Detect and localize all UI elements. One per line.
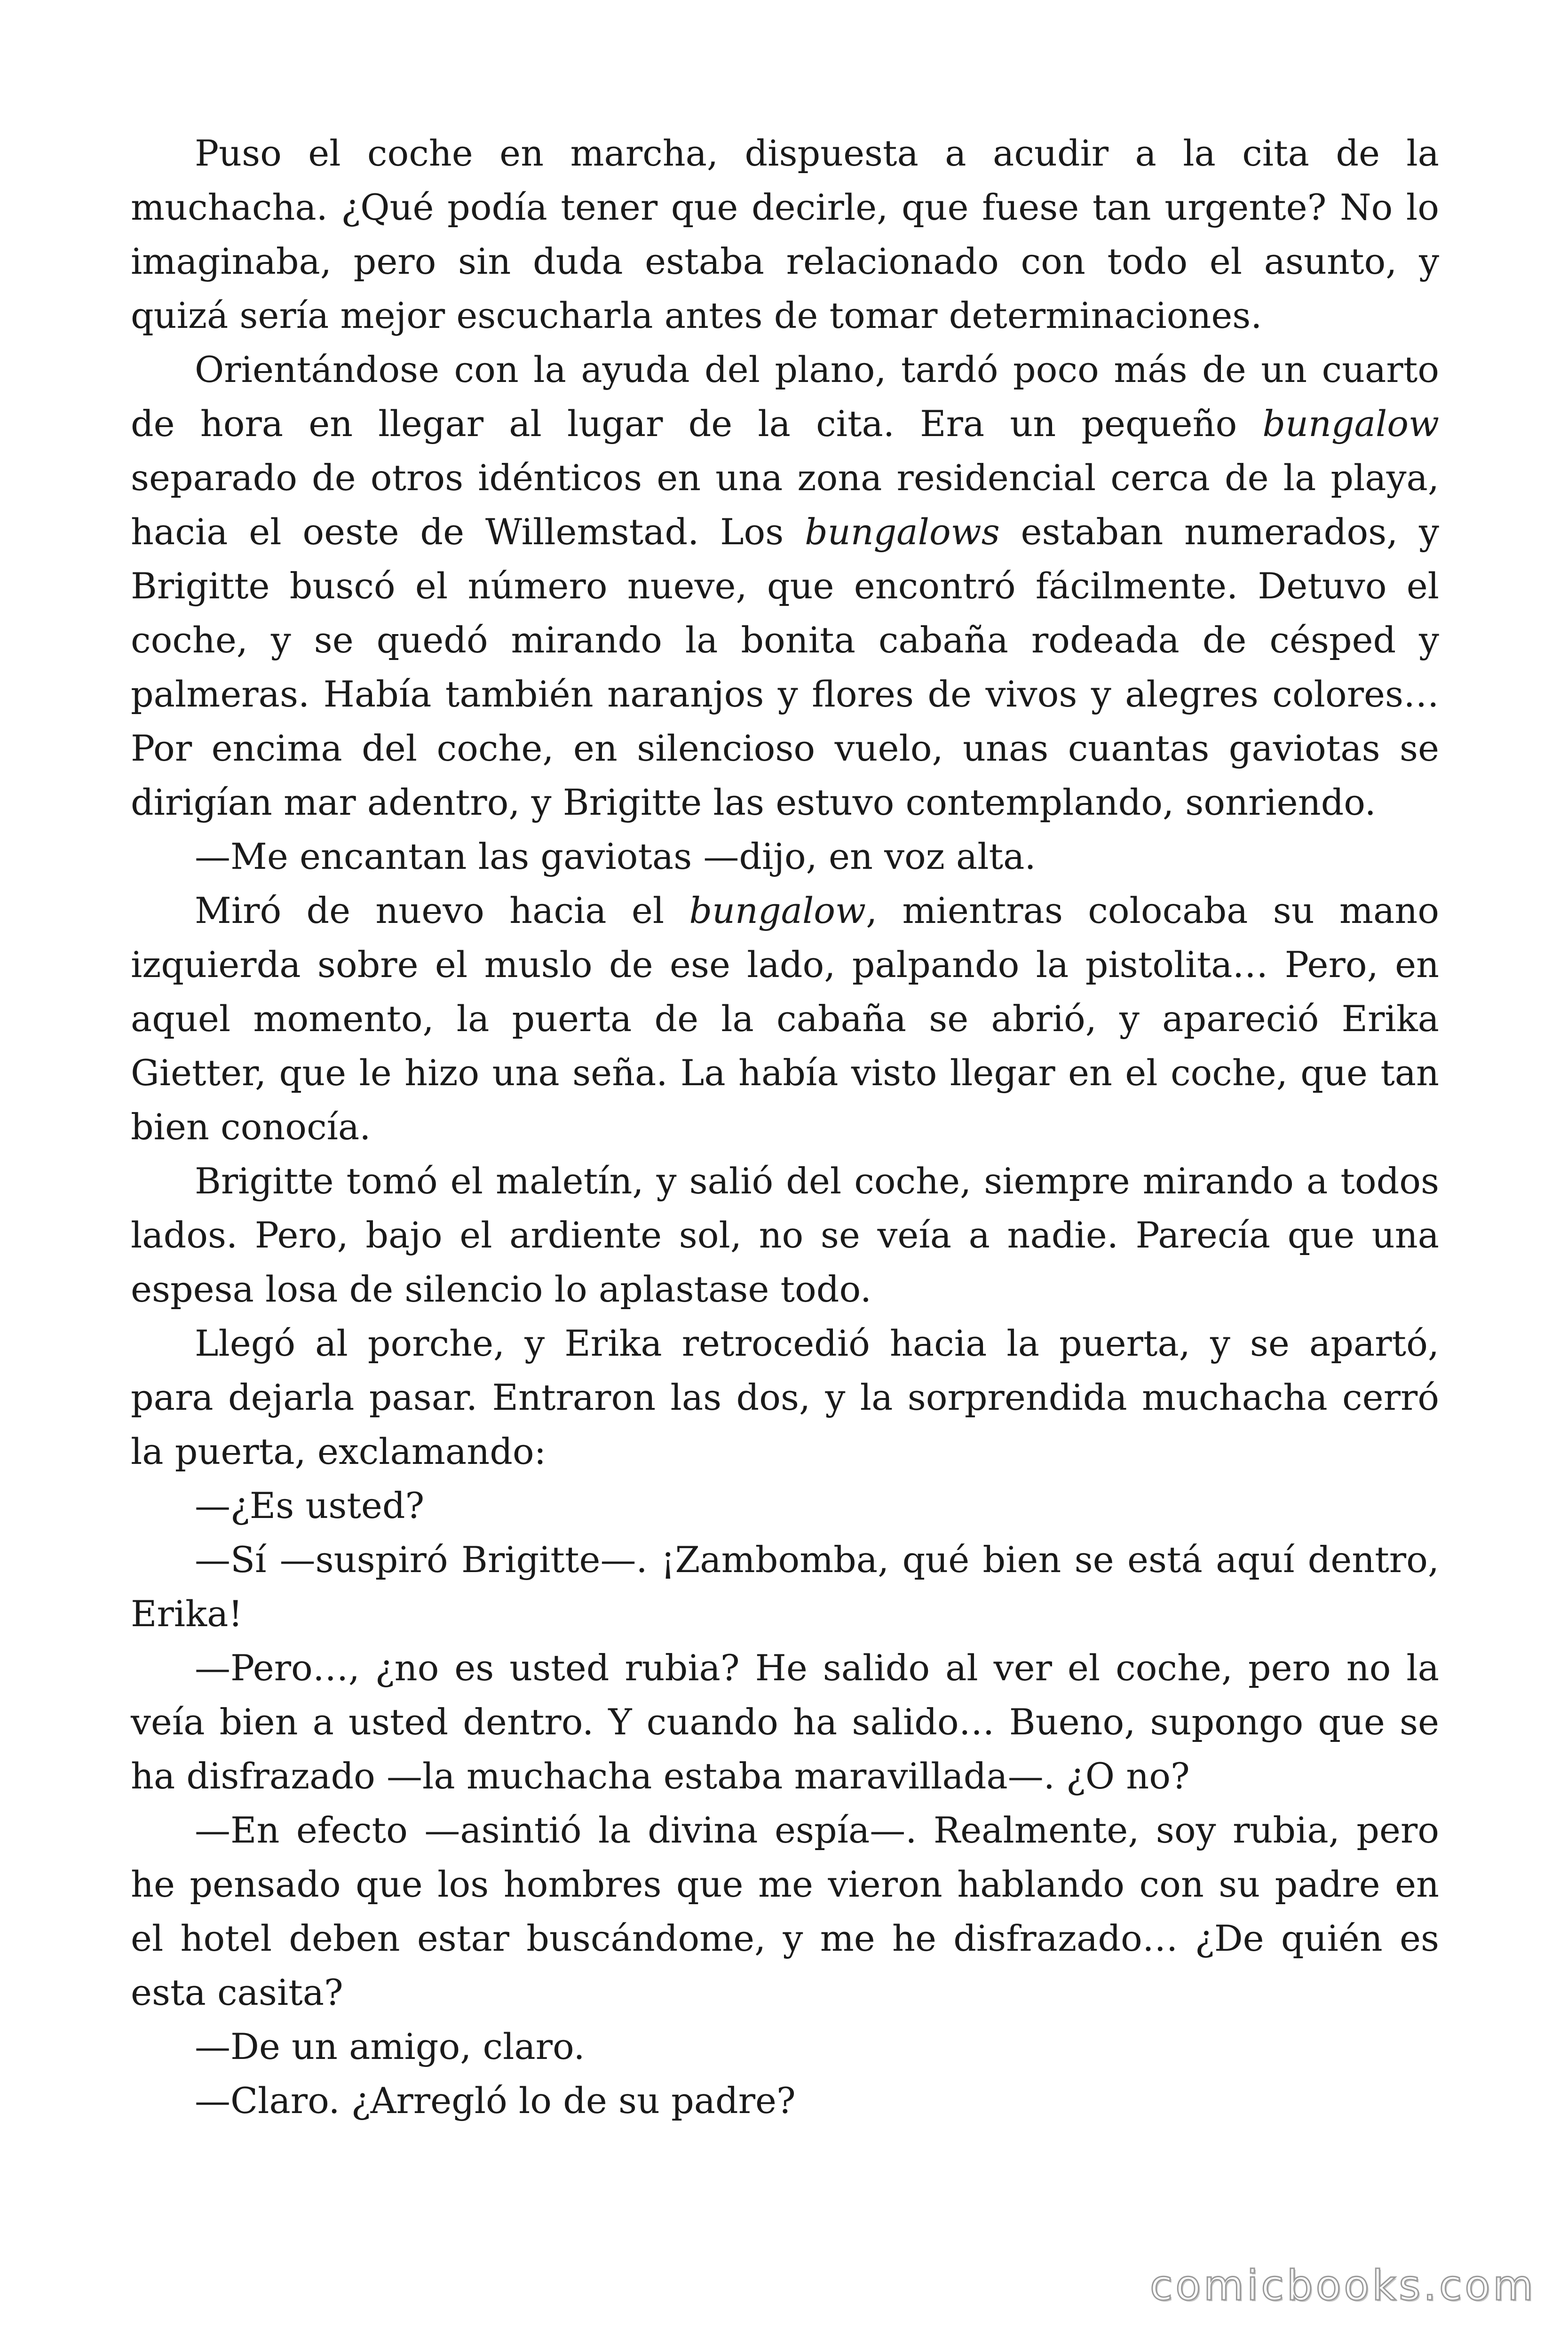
text-run: , mientras colocaba su mano izquierda sobre el muslo de ese lado, palpando la pistolita… Pero, en aquel momento, la puerta de la cabaña se abrió, y apareció Erika Gietter, que le hizo una seña. La había visto llegar en el coche, que tan bien conocía. [131, 890, 1439, 1148]
paragraph [131, 829, 1439, 883]
paragraph [131, 883, 1439, 1154]
italic-text-run: bungalows [805, 511, 1000, 553]
italic-text-run: bungalow [1262, 403, 1439, 445]
text-run: —Claro. ¿Arregló lo de su padre? [195, 2080, 796, 2122]
watermark: comicbooks.com [1149, 2261, 1536, 2310]
italic-text-run: bungalow [689, 890, 866, 931]
paragraph [131, 2074, 1439, 2128]
text-run: Puso el coche en marcha, dispuesta a acudir a la cita de la muchacha. ¿Qué podía tener que decirle, que fuese tan urgente? No lo imaginaba, pero sin duda estaba relacionado con todo el asunto, y quizá sería mejor escucharla antes de tomar determinaciones. [131, 132, 1439, 336]
paragraph [131, 1478, 1439, 1533]
text-run: —Sí —suspiró Brigitte—. ¡Zambomba, qué bien se está aquí dentro, Erika! [131, 1539, 1439, 1635]
paragraph [131, 2019, 1439, 2074]
paragraph [131, 1803, 1439, 2019]
paragraph [131, 342, 1439, 829]
text-run: Orientándose con la ayuda del plano, tardó poco más de un cuarto de hora en llegar al lugar de la cita. Era un pequeño [131, 349, 1439, 445]
text-run: Miró de nuevo hacia el [195, 890, 689, 931]
book-page-text [131, 126, 1439, 2128]
paragraph [131, 1533, 1439, 1641]
paragraph [131, 1641, 1439, 1803]
text-run: —Pero…, ¿no es usted rubia? He salido al ver el coche, pero no la veía bien a usted dentro. Y cuando ha salido… Bueno, supongo que se ha disfrazado —la muchacha estaba maravillada—. ¿O no? [131, 1647, 1439, 1797]
text-run: —En efecto —asintió la divina espía—. Realmente, soy rubia, pero he pensado que los hombres que me vieron hablando con su padre en el hotel deben estar buscándome, y me he disfrazado… ¿De quién es esta casita? [131, 1809, 1439, 2013]
text-run: Brigitte tomó el maletín, y salió del coche, siempre mirando a todos lados. Pero, bajo el ardiente sol, no se veía a nadie. Parecía que una espesa losa de silencio lo aplastase todo. [131, 1160, 1439, 1310]
text-run: separado de otros idénticos en una zona residencial cerca de la playa, hacia el oeste de Willemstad. Los [131, 457, 1439, 553]
text-run: —¿Es usted? [195, 1485, 425, 1526]
text-run: —Me encantan las gaviotas —dijo, en voz alta. [195, 835, 1036, 877]
text-run: estaban numerados, y Brigitte buscó el número nueve, que encontró fácilmente. Detuvo el coche, y se quedó mirando la bonita cabaña rodeada de césped y palmeras. Había también naranjos y flores de vivos y alegres colores… Por encima del coche, en silencioso vuelo, unas cuantas gaviotas se dirigían mar adentro, y Brigitte las estuvo contemplando, sonriendo. [131, 511, 1439, 823]
paragraph [131, 1316, 1439, 1478]
text-run: —De un amigo, claro. [195, 2026, 585, 2067]
text-run: Llegó al porche, y Erika retrocedió hacia la puerta, y se apartó, para dejarla pasar. Entraron las dos, y la sorprendida muchacha cerró la puerta, exclamando: [131, 1322, 1439, 1472]
paragraph [131, 126, 1439, 342]
paragraph [131, 1154, 1439, 1316]
